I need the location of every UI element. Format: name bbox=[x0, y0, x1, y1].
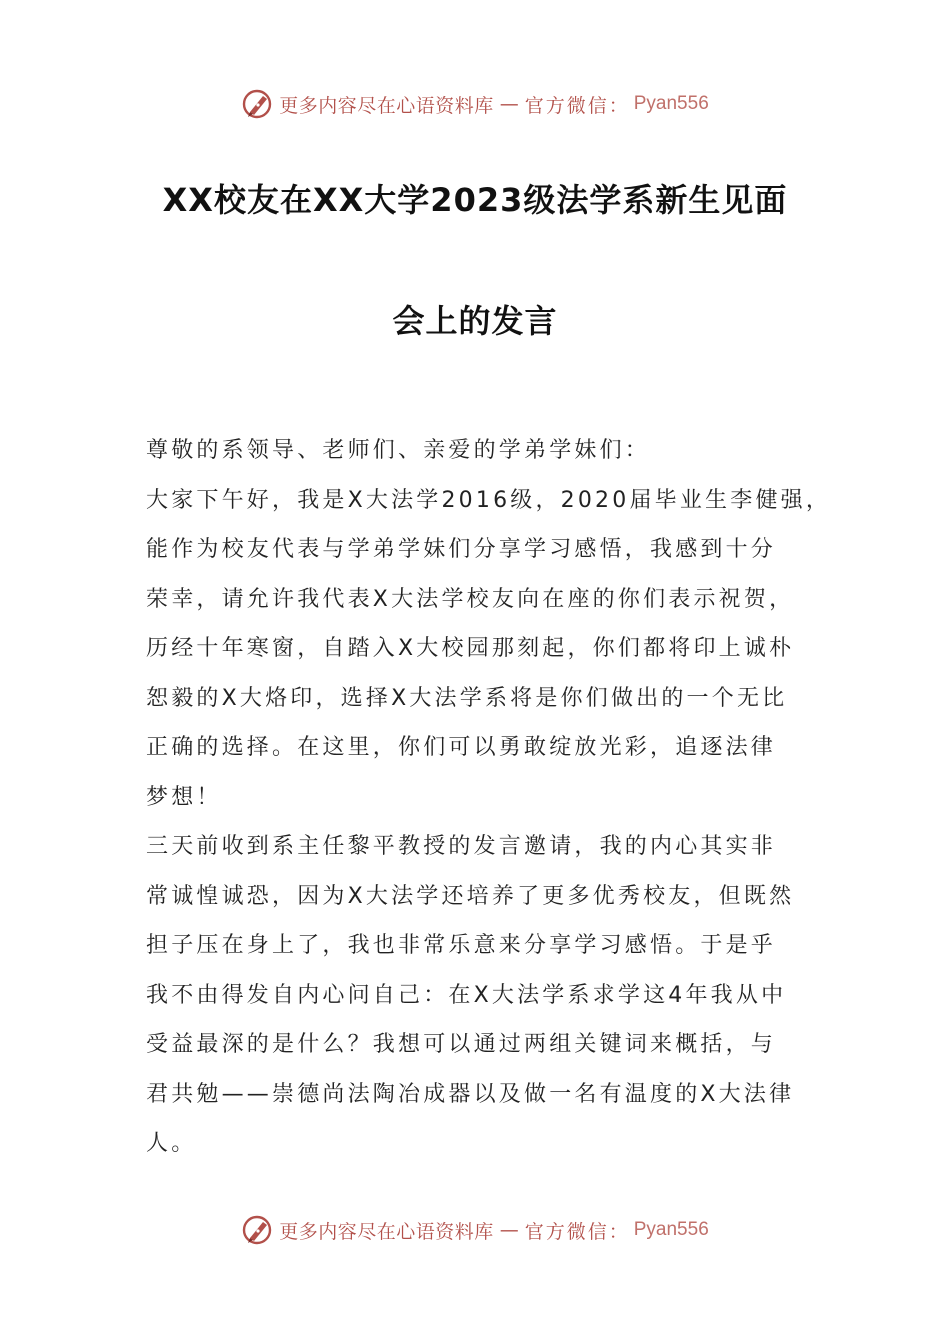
banner-separator: — bbox=[499, 1219, 519, 1241]
body-line: 担子压在身上了，我也非常乐意来分享学习感悟。于是乎 bbox=[146, 933, 777, 958]
banner-wechat-label: 官方微信： bbox=[524, 94, 630, 117]
banner-separator: — bbox=[499, 93, 519, 115]
banner-text: 更多内容尽在心语资料库 bbox=[279, 94, 494, 117]
speech-body bbox=[146, 426, 832, 1169]
body-line: 人。 bbox=[146, 1131, 197, 1156]
body-line: 恕毅的X大烙印，选择X大法学系将是你们做出的一个无比 bbox=[146, 685, 788, 711]
pen-nib-logo-icon bbox=[241, 1213, 275, 1247]
body-line: 三天前收到系主任黎平教授的发言邀请，我的内心其实非 bbox=[146, 834, 777, 859]
body-line: 荣幸，请允许我代表X大法学校友向在座的你们表示祝贺， bbox=[146, 586, 795, 612]
banner-wechat-id: Pyan556 bbox=[633, 93, 709, 114]
body-line: 梦想！ bbox=[146, 784, 222, 810]
header-banner bbox=[0, 82, 950, 126]
body-line: 能作为校友代表与学弟学妹们分享学习感悟，我感到十分 bbox=[146, 537, 777, 562]
body-line: 大家下午好，我是X大法学2016级，2020届毕业生李健强， bbox=[146, 487, 832, 513]
body-line: 受益最深的是什么？我想可以通过两组关键词来概括，与 bbox=[146, 1032, 777, 1057]
banner-wechat-label: 官方微信： bbox=[524, 1220, 630, 1243]
body-line: 我不由得发自内心问自己：在X大法学系求学这4年我从中 bbox=[146, 982, 787, 1008]
body-line: 历经十年寒窗，自踏入X大校园那刻起，你们都将印上诚朴 bbox=[146, 636, 795, 661]
footer-banner bbox=[0, 1208, 950, 1252]
banner-text: 更多内容尽在心语资料库 bbox=[279, 1220, 494, 1243]
body-line: 尊敬的系领导、老师们、亲爱的学弟学妹们： bbox=[146, 438, 651, 463]
pen-nib-logo-icon bbox=[241, 87, 275, 121]
banner-wechat-id: Pyan556 bbox=[633, 1219, 709, 1240]
body-line: 常诚惶诚恐，因为X大法学还培养了更多优秀校友，但既然 bbox=[146, 883, 795, 909]
page-title-line-2: 会上的发言 bbox=[392, 302, 558, 340]
body-line: 正确的选择。在这里，你们可以勇敢绽放光彩，追逐法律 bbox=[146, 735, 777, 760]
page-title-line-1: XX校友在XX大学2023级法学系新生见面 bbox=[162, 181, 788, 219]
body-line: 君共勉——崇德尚法陶冶成器以及做一名有温度的X大法律 bbox=[146, 1081, 795, 1107]
